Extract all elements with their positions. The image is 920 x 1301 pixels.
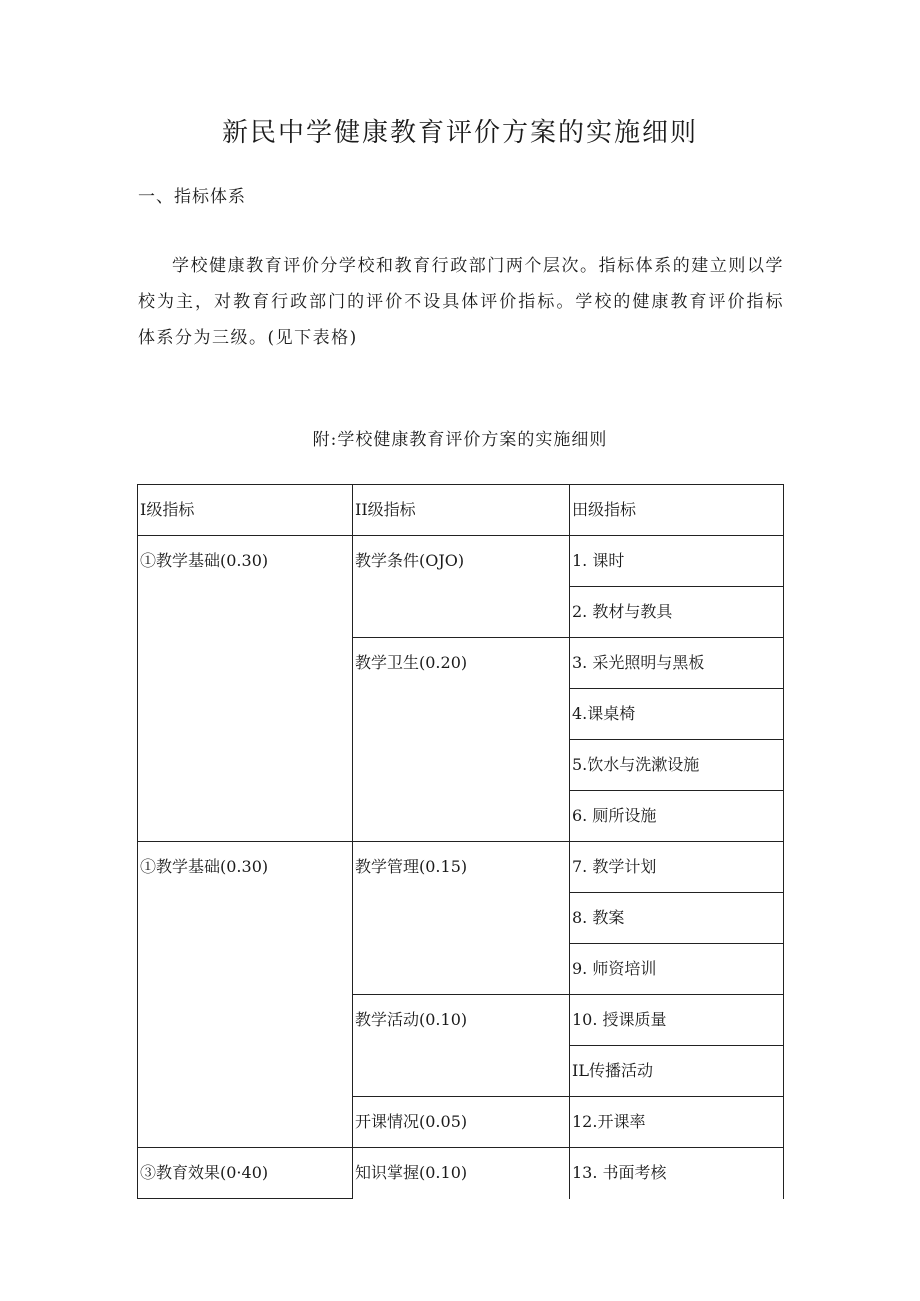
level3-cell: 9. 师资培训 [570, 944, 784, 995]
table-header-row [138, 485, 784, 536]
document-title: 新民中学健康教育评价方案的实施细则 [221, 118, 698, 148]
level3-cell: 4.课桌椅 [570, 689, 784, 740]
level3-cell: 5.饮水与洗漱设施 [570, 740, 784, 791]
table-row [138, 536, 784, 587]
level3-cell: 6. 厕所设施 [570, 791, 784, 842]
level3-cell: 10. 授课质量 [570, 995, 784, 1046]
level3-cell: 8. 教案 [570, 893, 784, 944]
intro-paragraph: 学校健康教育评价分学校和教育行政部门两个层次。指标体系的建立则以学校为主，对教育行政部门的评价不设具体评价指标。学校的健康教育评价指标体系分为三级。(见下表格) [138, 256, 784, 348]
section-heading: 一、指标体系 [138, 187, 246, 207]
table-row [138, 1148, 784, 1199]
level2-cell: 知识掌握(0.10) [353, 1148, 570, 1199]
header-level1: I级指标 [138, 485, 353, 536]
level2-cell: 教学活动(0.10) [353, 995, 570, 1097]
header-level2: II级指标 [353, 485, 570, 536]
level2-cell: 开课情况(0.05) [353, 1097, 570, 1148]
level3-cell: 1. 课时 [570, 536, 784, 587]
indicator-table [137, 484, 784, 1199]
level2-cell: 教学管理(0.15) [353, 842, 570, 995]
level3-cell: IL传播活动 [570, 1046, 784, 1097]
level3-cell: 13. 书面考核 [570, 1148, 784, 1199]
level1-cell: ①教学基础(0.30) [138, 536, 353, 842]
level3-cell: 7. 教学计划 [570, 842, 784, 893]
level1-cell: ①教学基础(0.30) [138, 842, 353, 1148]
table-row [138, 842, 784, 893]
level3-cell: 12.开课率 [570, 1097, 784, 1148]
level2-cell: 教学卫生(0.20) [353, 638, 570, 842]
level1-cell: ③教育效果(0·40) [138, 1148, 353, 1199]
table-caption: 附:学校健康教育评价方案的实施细则 [312, 430, 608, 450]
header-level3: 田级指标 [570, 485, 784, 536]
level3-cell: 3. 采光照明与黑板 [570, 638, 784, 689]
level2-cell: 教学条件(OJO) [353, 536, 570, 638]
level3-cell: 2. 教材与教具 [570, 587, 784, 638]
